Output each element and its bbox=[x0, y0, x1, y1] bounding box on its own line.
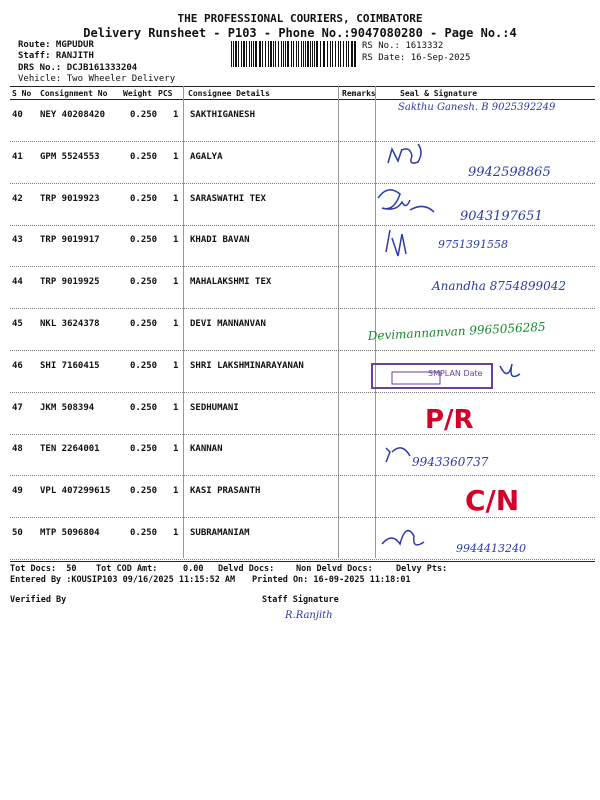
row-consignee: SHRI LAKSHMINARAYANAN bbox=[190, 360, 304, 371]
row-consignment-no: VPL 407299615 bbox=[40, 486, 111, 497]
row-consignee: SARASWATHI TEX bbox=[190, 193, 266, 204]
row-weight: 0.250 bbox=[130, 360, 158, 371]
rs-number: RS No.: 1613332 bbox=[362, 41, 444, 51]
row-weight: 0.250 bbox=[130, 151, 158, 162]
row-consignee: SAKTHIGANESH bbox=[190, 110, 256, 120]
signature-row-48 bbox=[386, 448, 410, 462]
row-consignee: AGALYA bbox=[190, 151, 223, 162]
staff-label: Staff: RANJITH bbox=[18, 51, 94, 61]
signature-row-42 bbox=[378, 190, 434, 212]
row-sno: 40 bbox=[12, 110, 23, 120]
row-pcs: 1 bbox=[173, 151, 179, 162]
handwritten-row-50: 9944413240 bbox=[456, 542, 526, 555]
row-consignment-no: TRP 9019923 bbox=[40, 193, 100, 204]
row-consignee: MAHALAKSHMI TEX bbox=[190, 277, 272, 288]
row-pcs: 1 bbox=[173, 486, 179, 497]
vehicle-label: Vehicle: Two Wheeler Delivery bbox=[18, 74, 176, 84]
col-sno: S No bbox=[12, 89, 32, 98]
row-sno: 46 bbox=[12, 360, 23, 371]
col-consignment: Consignment No bbox=[40, 89, 108, 98]
row-sno: 49 bbox=[12, 486, 23, 497]
rs-date: RS Date: 16-Sep-2025 bbox=[362, 53, 471, 63]
signature-row-41 bbox=[388, 144, 421, 163]
total-docs: Tot Docs: 50 bbox=[10, 564, 77, 574]
handwritten-row-40: Sakthu Ganesh. B 9025392249 bbox=[398, 102, 556, 113]
col-seal-signature: Seal & Signature bbox=[400, 89, 478, 98]
row-pcs: 1 bbox=[173, 235, 179, 246]
entered-by: Entered By :KOUSIP103 09/16/2025 11:15:52 AM bbox=[10, 575, 236, 585]
row-consignment-no: SHI 7160415 bbox=[40, 360, 100, 371]
row-consignment-no: NEY 40208420 bbox=[40, 110, 106, 120]
row-consignee: DEVI MANNANVAN bbox=[190, 319, 266, 329]
row-weight: 0.250 bbox=[130, 444, 158, 455]
row-sno: 43 bbox=[12, 235, 23, 246]
handwritten-row-44: Anandha 8754899042 bbox=[432, 279, 567, 293]
row-consignment-no: MTP 5096804 bbox=[40, 528, 100, 538]
col-pcs: PCS bbox=[158, 89, 173, 98]
row-consignment-no: JKM 508394 bbox=[40, 402, 95, 413]
col-consignee: Consignee Details bbox=[188, 89, 270, 98]
row-sno: 44 bbox=[12, 277, 23, 288]
signature-row-50 bbox=[382, 531, 424, 545]
row-consignee: KASI PRASANTH bbox=[190, 486, 261, 497]
footer-rule bbox=[10, 561, 595, 562]
route-label: Route: MGPUDUR bbox=[18, 40, 94, 50]
row-weight: 0.250 bbox=[130, 486, 158, 497]
handwritten-row-45: Devimannanvan 9965056285 bbox=[367, 319, 546, 343]
handwritten-row-41: 9942598865 bbox=[468, 165, 551, 180]
row-consignment-no: TEN 2264001 bbox=[40, 444, 100, 455]
stamp-text-row-46: SMPLAN Date bbox=[428, 369, 483, 378]
row-weight: 0.250 bbox=[130, 235, 158, 246]
printed-on: Printed On: 16-09-2025 11:18:01 bbox=[252, 575, 411, 585]
row-weight: 0.250 bbox=[130, 402, 158, 413]
row-weight: 0.250 bbox=[130, 110, 158, 120]
row-pcs: 1 bbox=[173, 319, 179, 329]
row-pcs: 1 bbox=[173, 277, 179, 288]
stamp-row-46 bbox=[372, 364, 520, 388]
row-pcs: 1 bbox=[173, 360, 179, 371]
row-consignment-no: TRP 9019925 bbox=[40, 277, 100, 288]
row-pcs: 1 bbox=[173, 402, 179, 413]
row-sno: 50 bbox=[12, 528, 23, 538]
row-weight: 0.250 bbox=[130, 528, 158, 538]
row-weight: 0.250 bbox=[130, 277, 158, 288]
row-pcs: 1 bbox=[173, 528, 179, 538]
row-consignee: SUBRAMANIAM bbox=[190, 528, 250, 538]
row-consignee: SEDHUMANI bbox=[190, 402, 239, 413]
staff-signature-label: Staff Signature bbox=[262, 595, 339, 605]
row-consignment-no: TRP 9019917 bbox=[40, 235, 100, 246]
row-sno: 42 bbox=[12, 193, 23, 204]
handwritten-row-48: 9943360737 bbox=[412, 455, 489, 469]
handwritten-row-42: 9043197651 bbox=[460, 209, 543, 224]
non-delivered-docs: Non Delvd Docs: bbox=[296, 564, 373, 574]
delivered-docs: Delvd Docs: bbox=[218, 564, 275, 574]
delivery-points: Delvy Pts: bbox=[396, 564, 448, 574]
company-title: THE PROFESSIONAL COURIERS, COIMBATORE bbox=[177, 12, 423, 25]
handwritten-row-43: 9751391558 bbox=[438, 238, 508, 251]
signature-row-43 bbox=[386, 230, 406, 256]
row-weight: 0.250 bbox=[130, 193, 158, 204]
row-consignment-no: GPM 5524553 bbox=[40, 151, 100, 162]
row-pcs: 1 bbox=[173, 193, 179, 204]
staff-signature-scrawl: R.Ranjith bbox=[285, 610, 333, 621]
row-pcs: 1 bbox=[173, 110, 179, 120]
row-consignee: KHADI BAVAN bbox=[190, 235, 250, 246]
row-sno: 41 bbox=[12, 151, 23, 162]
drs-number: DRS No.: DCJB161333204 bbox=[18, 63, 138, 73]
verified-by-label: Verified By bbox=[10, 595, 67, 605]
row-sno: 45 bbox=[12, 319, 23, 329]
col-weight: Weight bbox=[123, 89, 152, 98]
stamp-row-47: P/R bbox=[425, 405, 474, 435]
row-sno: 48 bbox=[12, 444, 23, 455]
row-pcs: 1 bbox=[173, 444, 179, 455]
runsheet-subtitle: Delivery Runsheet - P103 - Phone No.:9047080280 - Page No.:4 bbox=[83, 26, 517, 40]
row-consignment-no: NKL 3624378 bbox=[40, 319, 100, 329]
row-sno: 47 bbox=[12, 402, 23, 413]
col-remarks: Remarks bbox=[342, 89, 376, 98]
row-consignee: KANNAN bbox=[190, 444, 223, 455]
total-cod-amount: Tot COD Amt: 0.00 bbox=[96, 564, 204, 574]
stamp-row-49: C/N bbox=[465, 484, 520, 517]
row-weight: 0.250 bbox=[130, 319, 158, 329]
